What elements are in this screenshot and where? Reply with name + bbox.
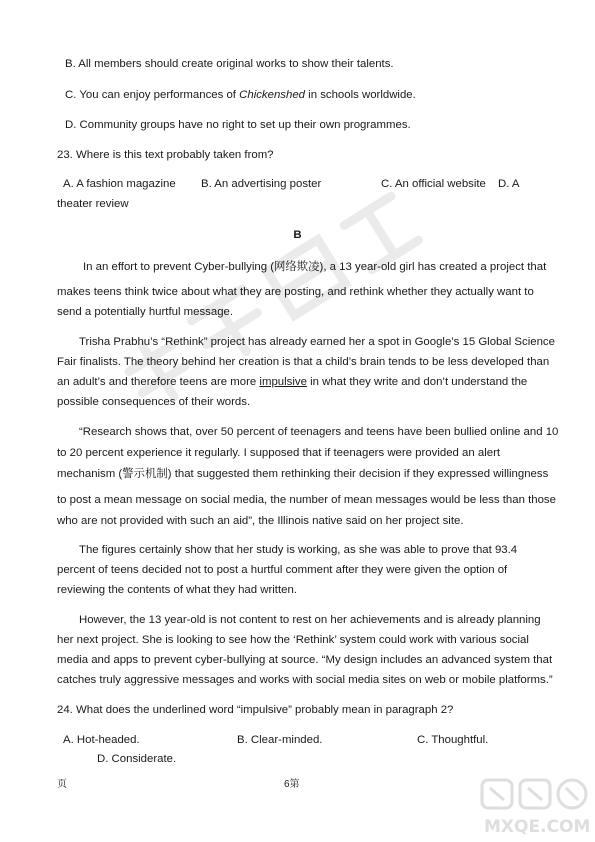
passage-p2-line1: Trisha Prabhu’s “Rethink” project has already earned her a spot in Google’s 15 Global Science	[79, 336, 555, 348]
q23-question: 23. Where is this text probably taken from?	[57, 149, 274, 161]
q22-option-d: D. Community groups have no right to set up their own programmes.	[65, 119, 411, 131]
q22-option-c	[65, 88, 416, 102]
passage-p3-line1: “Research shows that, over 50 percent of teenagers and teens have been bullied online and 10	[79, 426, 559, 438]
passage-p1-line3: send a potentially hurtful message.	[57, 306, 234, 318]
corner-logo-watermark	[478, 776, 593, 838]
passage-p4-line1: The figures certainly show that her study is working, as she was able to prove that 93.4	[79, 544, 518, 556]
passage-p2-line2: Fair finalists. The theory behind her creation is that a child’s brain tends to be less developed than	[57, 356, 550, 368]
q23-option-a: A. A fashion magazine	[63, 178, 176, 190]
q24-question: 24. What does the underlined word “impulsive” probably mean in paragraph 2?	[57, 704, 454, 716]
passage-p3-line2: to 20 percent experience it regularly. I supposed that if teenagers were provided an alert	[57, 447, 501, 459]
logo-text: MXQE.COM	[484, 817, 591, 837]
underlined-word-impulsive: impulsive	[259, 376, 307, 388]
q22-option-b: B. All members should create original works to show their talents.	[65, 58, 394, 70]
q24-option-d: D. Considerate.	[97, 753, 177, 765]
passage-p3-line3: mechanism (警示机制) that suggested them rethinking their decision if they expressed willingness	[57, 468, 549, 480]
q24-option-b: B. Clear-minded.	[237, 734, 323, 746]
passage-p2-line3-before: an adult’s and therefore teens are more	[57, 376, 260, 388]
passage-p4-line3: reviewing the contents of what they had written.	[57, 584, 297, 596]
footer-page-number: 6第	[284, 779, 300, 790]
passage-p2-line4: possible consequences of their words.	[57, 396, 251, 408]
passage-p1-line2: makes teens think twice about what they are posting, and rethink whether they actually want to	[57, 286, 534, 298]
passage-p4-line2: percent of teens decided not to post a hurtful comment after they were given the option of	[57, 564, 508, 576]
passage-p5-line4: catches truly aggressive messages and works with social media sites on web or mobile platforms.”	[57, 674, 553, 686]
q23-option-c: C. An official website	[381, 178, 486, 190]
footer-page-suffix: 页	[57, 779, 67, 790]
passage-p3-line5: who are not provided with such an aid”, the Illinois native said on her project site.	[57, 515, 464, 527]
q23-option-b: B. An advertising poster	[201, 178, 322, 190]
q23-option-d: D. A	[498, 178, 520, 190]
site-logo-icon	[478, 776, 593, 838]
section-label: B	[293, 229, 302, 241]
passage-p5-line3: media and apps to prevent cyber-bullying at source. “My design includes an advanced system that	[57, 654, 553, 666]
passage-p3-line4: to post a mean message on social media, the number of mean messages would be less than those	[57, 494, 556, 506]
q23-option-d-continued: theater review	[57, 198, 129, 210]
passage-p2-line3-after: in what they write and don’t understand the	[306, 376, 528, 388]
q24-option-c: C. Thoughtful.	[417, 734, 489, 746]
q24-option-a: A. Hot-headed.	[63, 734, 140, 746]
q22-option-c-italic: Chickenshed	[239, 89, 305, 101]
q22-option-c-text-before: C. You can enjoy performances of	[65, 89, 240, 101]
passage-p1-line1: In an effort to prevent Cyber-bullying (网络欺凌), a 13 year-old girl has created a project that	[83, 261, 547, 273]
q22-option-c-text-after: in schools worldwide.	[305, 89, 416, 101]
passage-p5-line1: However, the 13 year-old is not content to rest on her achievements and is already planning	[79, 614, 541, 626]
passage-p5-line2: her next project. She is looking to see how the ‘Rethink’ system could work with various social	[57, 634, 529, 646]
